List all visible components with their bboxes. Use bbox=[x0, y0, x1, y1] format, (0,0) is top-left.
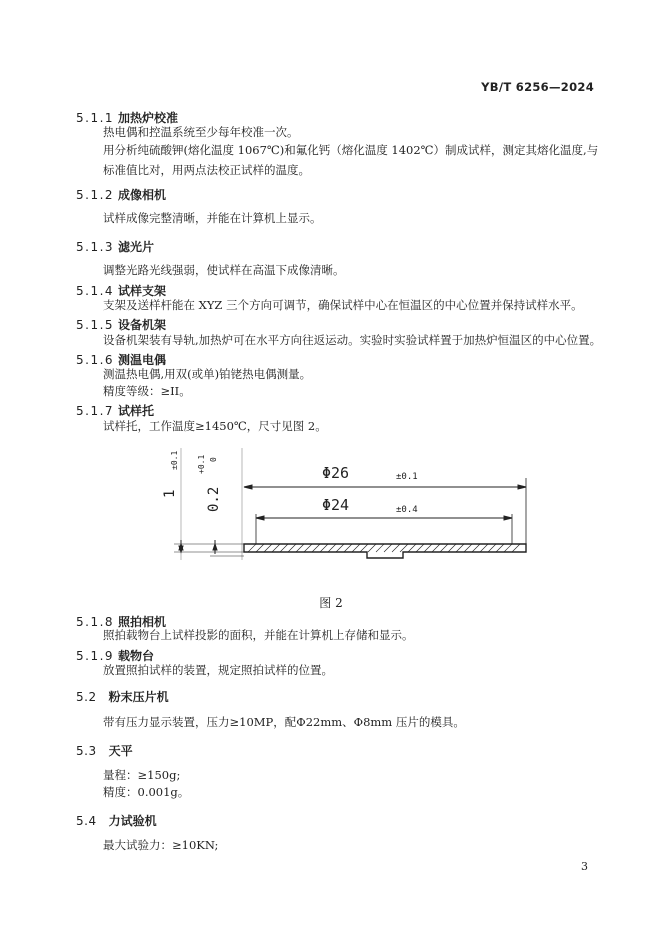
tol-step-lower: 0 bbox=[209, 457, 218, 462]
section-title: 照拍相机 bbox=[118, 615, 167, 629]
section-title: 载物台 bbox=[118, 649, 155, 663]
paragraph: 设备机架装有导轨,加热炉可在水平方向往返运动。实验时实验试样置于加热炉恒温区的中心位置。 bbox=[103, 333, 602, 347]
figure-caption: 图 2 bbox=[319, 596, 343, 610]
figure-sample-holder-drawing bbox=[160, 440, 540, 580]
arrow-head bbox=[256, 516, 264, 520]
tol-outer-label: ±0.1 bbox=[396, 472, 418, 482]
paragraph: 用分析纯硫酸钾(熔化温度 1067℃)和氟化钙（熔化温度 1402℃）制成试样，测定其熔化温度,与标准值比对，用两点法校正试样的温度。 bbox=[103, 143, 599, 177]
section-number: 5.1.2 bbox=[76, 188, 115, 202]
section-title: 测温电偶 bbox=[118, 353, 167, 367]
heading-5-1-2 bbox=[76, 186, 166, 203]
paragraph: 带有压力显示装置，压力≥10MP，配Φ22mm、Φ8mm 压片的模具。 bbox=[103, 715, 465, 729]
paragraph: 试样托，工作温度≥1450℃，尺寸见图 2。 bbox=[103, 419, 327, 433]
arrow-head bbox=[179, 546, 183, 552]
heading-5-3 bbox=[76, 742, 133, 759]
heading-5-1-5 bbox=[76, 316, 166, 333]
section-title: 成像相机 bbox=[118, 188, 167, 202]
section-number: 5.1.3 bbox=[76, 240, 115, 254]
section-number: 5.1.1 bbox=[76, 111, 115, 125]
section-title: 设备机架 bbox=[118, 318, 167, 332]
tol-inner-label: ±0.4 bbox=[396, 505, 418, 515]
paragraph: 热电偶和控温系统至少每年校准一次。 bbox=[103, 125, 299, 139]
tol-step-upper: +0.1 bbox=[197, 454, 206, 474]
paragraph: 精度：0.001g。 bbox=[103, 785, 190, 799]
section-number: 5.4 bbox=[76, 814, 97, 828]
dim-thickness-step: 0.2 bbox=[206, 486, 222, 512]
paragraph: 照拍载物台上试样投影的面积，并能在计算机上存储和显示。 bbox=[103, 628, 414, 642]
section-number: 5.1.4 bbox=[76, 284, 115, 298]
dim-outer-label: Φ26 bbox=[322, 464, 350, 482]
heading-5-1-1 bbox=[76, 109, 178, 126]
heading-5-1-6 bbox=[76, 351, 166, 368]
paragraph: 最大试验力：≥10KN; bbox=[103, 838, 219, 852]
section-number: 5.2 bbox=[76, 690, 97, 704]
page-number: 3 bbox=[581, 860, 588, 873]
section-title: 试样托 bbox=[118, 404, 155, 418]
heading-5-1-3 bbox=[76, 238, 154, 255]
paragraph: 支架及送样杆能在 XYZ 三个方向可调节，确保试样中心在恒温区的中心位置并保持试样水平。 bbox=[103, 298, 583, 312]
hatching bbox=[248, 544, 520, 552]
heading-5-1-4 bbox=[76, 282, 166, 299]
arrow-head bbox=[213, 544, 217, 550]
section-number: 5.1.8 bbox=[76, 615, 115, 629]
section-title: 加热炉校准 bbox=[118, 111, 179, 125]
paragraph: 量程：≥150g; bbox=[103, 768, 181, 782]
section-title: 天平 bbox=[108, 744, 133, 758]
tol-thickness-total: ±0.1 bbox=[170, 450, 179, 470]
section-number: 5.1.6 bbox=[76, 353, 115, 367]
section-title: 试样支架 bbox=[118, 284, 167, 298]
paragraph: 放置照拍试样的装置，规定照拍试样的位置。 bbox=[103, 663, 333, 677]
section-title: 力试验机 bbox=[108, 814, 157, 828]
section-number: 5.3 bbox=[76, 744, 97, 758]
section-number: 5.1.5 bbox=[76, 318, 115, 332]
section-title: 滤光片 bbox=[118, 240, 155, 254]
heading-5-1-9 bbox=[76, 647, 154, 664]
paragraph: 试样成像完整清晰，并能在计算机上显示。 bbox=[103, 211, 322, 225]
section-number: 5.1.9 bbox=[76, 649, 115, 663]
paragraph: 测温热电偶,用双(或单)铂铑热电偶测量。 bbox=[103, 367, 312, 381]
arrow-head bbox=[504, 516, 512, 520]
heading-5-2 bbox=[76, 688, 169, 705]
paragraph: 调整光路光线强弱，使试样在高温下成像清晰。 bbox=[103, 263, 345, 277]
arrow-head bbox=[244, 485, 252, 489]
heading-5-4 bbox=[76, 812, 157, 829]
document-code: YB/T 6256—2024 bbox=[481, 80, 594, 94]
section-title: 粉末压片机 bbox=[108, 690, 169, 704]
dim-thickness-total: 1 bbox=[162, 489, 178, 498]
paragraph: 精度等级：≥II。 bbox=[103, 384, 191, 398]
heading-5-1-7 bbox=[76, 402, 154, 419]
arrow-head bbox=[518, 485, 526, 489]
section-number: 5.1.7 bbox=[76, 404, 115, 418]
dim-inner-label: Φ24 bbox=[322, 496, 350, 514]
